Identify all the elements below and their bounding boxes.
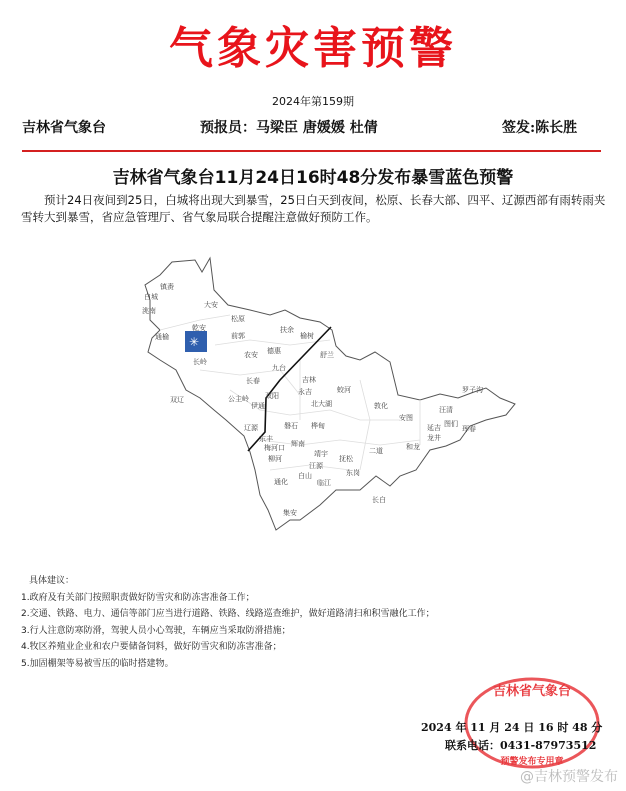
city-label: 延吉 xyxy=(427,424,441,432)
blizzard-blue-warning-icon xyxy=(185,331,207,352)
city-label: 临江 xyxy=(317,479,331,487)
city-label: 江源 xyxy=(309,462,323,470)
city-label: 吉林 xyxy=(302,376,316,384)
city-label: 通榆 xyxy=(155,333,169,341)
city-label: 舒兰 xyxy=(320,351,334,359)
city-label: 辽源 xyxy=(244,424,258,432)
weibo-watermark: @吉林预警发布 xyxy=(520,769,618,785)
city-label: 双辽 xyxy=(170,396,184,404)
city-label: 双阳 xyxy=(265,392,279,400)
city-label: 白山 xyxy=(298,472,312,480)
issuing-agency: 吉林省气象台 xyxy=(22,120,106,136)
city-label: 扶余 xyxy=(280,326,294,334)
city-label: 二道 xyxy=(369,447,383,455)
jilin-province-map xyxy=(0,240,626,560)
city-label: 伊通 xyxy=(251,402,265,410)
city-label: 农安 xyxy=(244,351,258,359)
city-label: 德惠 xyxy=(267,347,281,355)
svg-text:✳: ✳ xyxy=(189,335,200,349)
city-label: 和龙 xyxy=(406,443,420,451)
city-label: 抚松 xyxy=(339,455,353,463)
stamp-bottom-text: 预警发布专用章 xyxy=(500,757,564,767)
city-label: 镇赉 xyxy=(160,283,174,291)
advice-heading: 具体建议： xyxy=(29,576,75,586)
city-label: 珲春 xyxy=(462,425,476,433)
advice-item: 4.牧区养殖业企业和农户要储备饲料，做好防雪灾和防冻害准备； xyxy=(21,642,282,652)
header-divider xyxy=(22,150,601,152)
stamp-top-text: 吉林省气象台 xyxy=(492,684,572,699)
city-label: 洮南 xyxy=(142,307,156,315)
city-label: 柳河 xyxy=(268,455,282,463)
city-label: 汪清 xyxy=(439,406,453,414)
city-label: 长岭 xyxy=(193,358,207,366)
city-label: 梅河口 xyxy=(264,444,285,452)
issue-datetime: 2024 年 11 月 24 日 16 时 48 分 xyxy=(421,721,603,734)
city-label: 蛟河 xyxy=(337,386,351,394)
city-label: 北大湖 xyxy=(311,400,332,408)
city-label: 长白 xyxy=(372,496,386,504)
issue-number: 2024年第159期 xyxy=(272,95,354,108)
city-label: 九台 xyxy=(272,364,286,372)
city-label: 辉南 xyxy=(291,440,305,448)
city-label: 安图 xyxy=(399,414,413,422)
forecasters: 预报员：马梁臣 唐媛媛 杜倩 xyxy=(200,120,378,136)
city-label: 敦化 xyxy=(374,402,388,410)
warning-body: 预计24日夜间到25日，白城将出现大到暴雪，25日白天到夜间，松原、长春大部、四平、辽源西部有雨转雨夹雪转大到暴雪，省应急管理厅、省气象局联合提醒注意做好预防工作。 xyxy=(21,193,606,224)
city-label: 东丰 xyxy=(259,435,273,443)
city-label: 龙井 xyxy=(427,434,441,442)
advice-item: 1.政府及有关部门按照职责做好防雪灾和防冻害准备工作； xyxy=(21,592,255,603)
city-label: 白城 xyxy=(144,293,158,301)
city-label: 乾安 xyxy=(192,324,206,332)
signer: 签发:陈长胜 xyxy=(502,120,578,136)
city-label: 集安 xyxy=(283,509,297,517)
advice-item: 5.加固棚架等易被雪压的临时搭建物。 xyxy=(21,658,174,669)
warning-title: 吉林省气象台11月24日16时48分发布暴雪蓝色预警 xyxy=(112,168,514,188)
city-label: 罗子沟 xyxy=(462,386,483,394)
document-banner: 气象灾害预警 xyxy=(169,23,457,74)
city-label: 通化 xyxy=(274,478,288,486)
city-label: 前郭 xyxy=(231,332,245,340)
city-label: 长春 xyxy=(246,377,260,385)
city-label: 靖宇 xyxy=(314,450,328,458)
city-label: 公主岭 xyxy=(228,395,249,403)
city-label: 图们 xyxy=(444,420,458,428)
contact-phone: 联系电话：0431-87973512 xyxy=(445,739,597,752)
city-label: 榆树 xyxy=(300,332,314,340)
city-label: 东岗 xyxy=(346,469,360,477)
city-label: 磐石 xyxy=(284,422,298,430)
city-label: 桦甸 xyxy=(311,422,325,430)
city-label: 松原 xyxy=(231,315,245,323)
province-outline xyxy=(145,258,515,530)
advice-item: 3.行人注意防寒防滑，驾驶人员小心驾驶，车辆应当采取防滑措施； xyxy=(21,625,291,636)
advice-item: 2.交通、铁路、电力、通信等部门应当进行道路、铁路、线路巡查维护，做好道路清扫和积雪融化工作； xyxy=(21,609,435,619)
city-label: 永吉 xyxy=(298,388,312,396)
advice-section xyxy=(21,573,435,672)
city-label: 大安 xyxy=(204,301,218,309)
